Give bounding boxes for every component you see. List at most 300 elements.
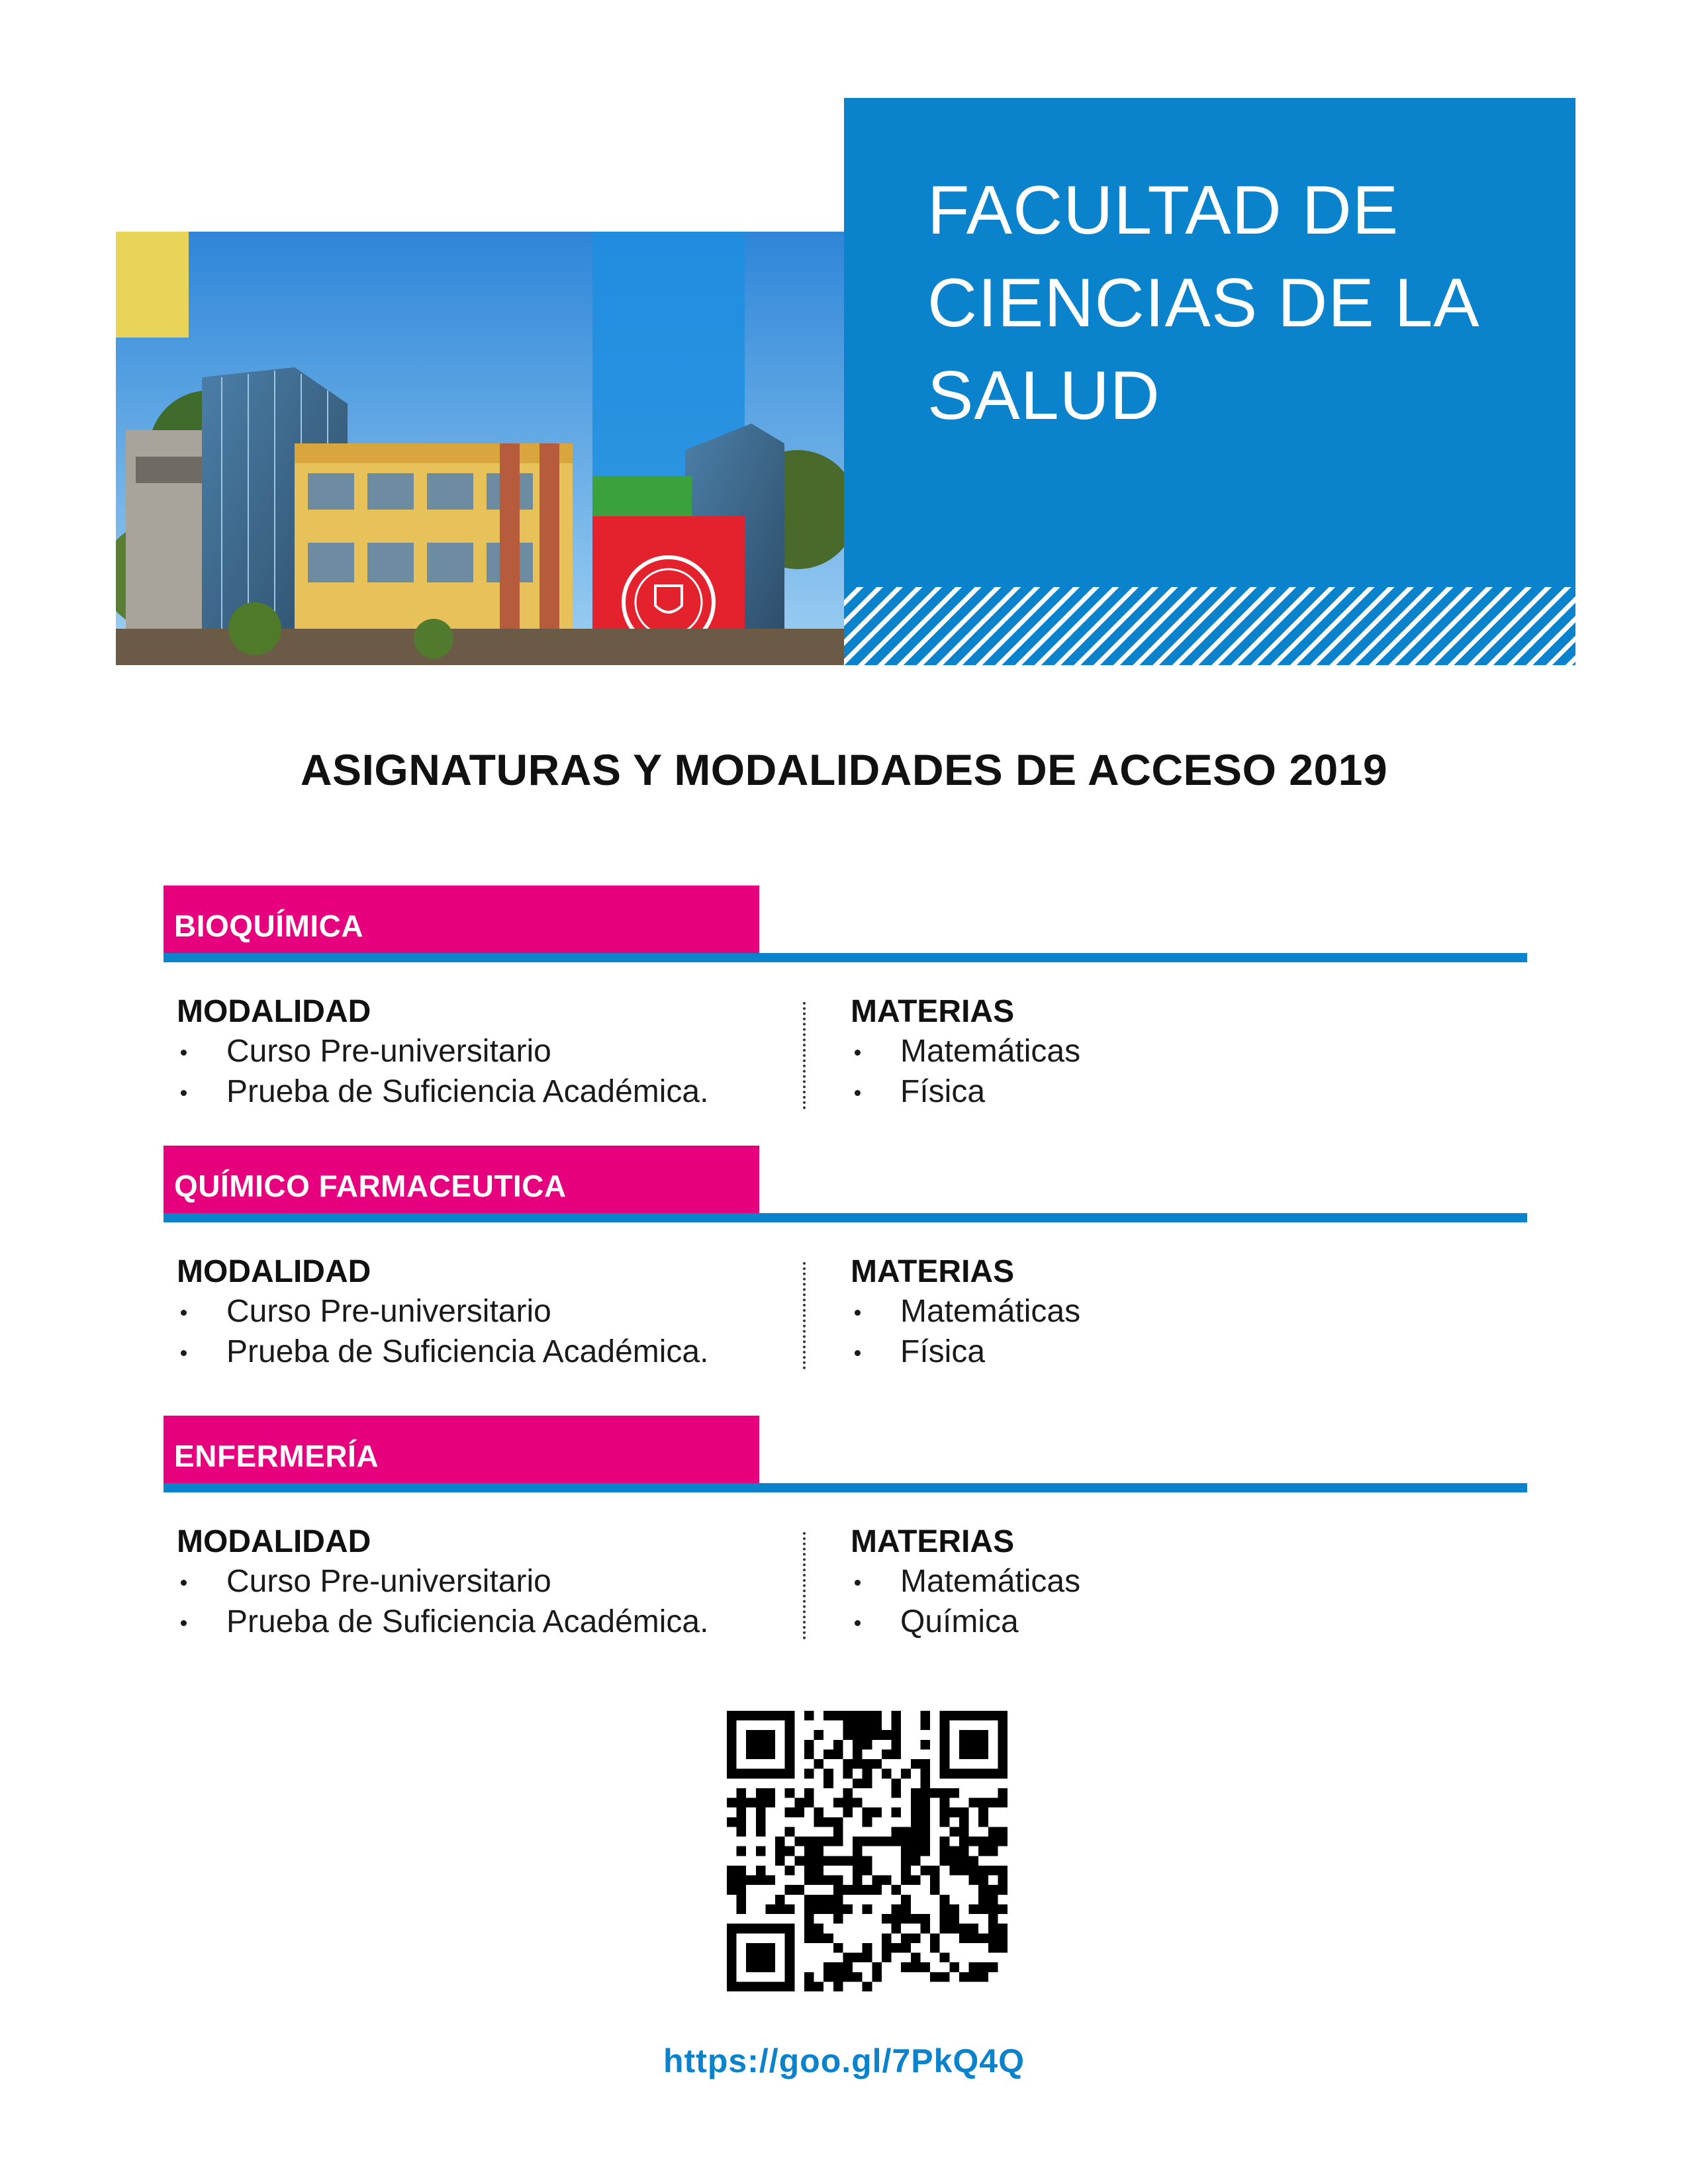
qr-module — [978, 1817, 988, 1827]
materias-heading: MATERIAS — [851, 1254, 1015, 1289]
qr-module — [863, 1866, 872, 1876]
list-item: Prueba de Suficiencia Académica. — [177, 1071, 799, 1112]
qr-module — [833, 1972, 843, 1982]
qr-module — [863, 1807, 872, 1817]
qr-module — [969, 1972, 979, 1982]
qr-module — [775, 1895, 785, 1905]
qr-module — [892, 1749, 902, 1759]
qr-module — [911, 1837, 921, 1846]
qr-module — [814, 1837, 824, 1846]
qr-module — [920, 1846, 930, 1856]
qr-module — [978, 1846, 988, 1856]
qr-module — [863, 1904, 872, 1914]
list-item: Curso Pre-universitario — [177, 1561, 799, 1602]
qr-module — [843, 1904, 853, 1914]
qr-module — [823, 1895, 833, 1905]
qr-module — [901, 1943, 911, 1953]
qr-module — [794, 1885, 804, 1895]
qr-module — [843, 1953, 853, 1963]
qr-module — [727, 1817, 737, 1827]
qr-module — [882, 1769, 892, 1779]
qr-module — [863, 1778, 872, 1788]
qr-module — [746, 1876, 756, 1886]
qr-module — [756, 1788, 766, 1798]
qr-module — [775, 1856, 785, 1866]
qr-module — [814, 1904, 824, 1914]
program-rule — [164, 1483, 1527, 1492]
qr-module — [988, 1962, 998, 1972]
header-photo — [116, 232, 847, 665]
qr-module — [823, 1837, 833, 1846]
qr-module — [930, 1866, 940, 1876]
qr-module — [804, 1914, 814, 1924]
qr-module — [969, 1904, 979, 1914]
qr-module — [804, 1798, 814, 1808]
qr-module — [833, 1962, 843, 1972]
qr-module — [969, 1933, 979, 1943]
qr-module — [853, 1953, 863, 1963]
qr-module — [833, 1798, 843, 1808]
qr-module — [978, 1837, 988, 1846]
qr-module — [998, 1866, 1008, 1876]
qr-module — [804, 1876, 814, 1886]
list-item: Curso Pre-universitario — [177, 1031, 799, 1071]
qr-module — [833, 1827, 843, 1837]
qr-module — [853, 1885, 863, 1895]
qr-module — [756, 1817, 766, 1827]
program-rule — [164, 953, 1527, 962]
qr-module — [959, 1817, 969, 1827]
qr-module — [833, 1856, 843, 1866]
qr-module — [901, 1866, 911, 1876]
materias-list — [851, 1561, 1486, 1642]
qr-module — [823, 1876, 833, 1886]
qr-module — [737, 1798, 747, 1808]
modalidad-list — [177, 1031, 799, 1112]
qr-module — [853, 1837, 863, 1846]
qr-module — [930, 1876, 940, 1886]
hatch-pattern — [844, 587, 1575, 665]
qr-module — [959, 1837, 969, 1846]
qr-module — [988, 1798, 998, 1808]
qr-module — [843, 1711, 853, 1721]
qr-module — [872, 1972, 882, 1982]
qr-module — [920, 1740, 930, 1750]
qr-module — [988, 1943, 998, 1953]
qr-module — [911, 1962, 921, 1972]
qr-module — [940, 1895, 950, 1905]
qr-module — [998, 1904, 1008, 1914]
qr-module — [969, 1866, 979, 1876]
qr-module — [785, 1827, 795, 1837]
qr-module — [804, 1788, 814, 1798]
qr-module — [804, 1933, 814, 1943]
qr-module — [863, 1721, 872, 1731]
qr-module — [756, 1876, 766, 1886]
qr-code-icon — [727, 1711, 1008, 1991]
qr-module — [998, 1933, 1008, 1943]
qr-module — [814, 1759, 824, 1769]
qr-module — [920, 1778, 930, 1788]
qr-module — [727, 1876, 737, 1886]
qr-module — [804, 1740, 814, 1750]
qr-module — [940, 1846, 950, 1856]
materias-list — [851, 1031, 1486, 1112]
qr-module — [940, 1807, 950, 1817]
qr-module — [930, 1972, 940, 1982]
qr-module — [863, 1943, 872, 1953]
qr-module — [911, 1876, 921, 1886]
qr-module — [940, 1798, 950, 1808]
qr-module — [727, 1866, 737, 1876]
program-name: BIOQUÍMICA — [174, 909, 364, 943]
qr-module — [853, 1856, 863, 1866]
list-item: Matemáticas — [851, 1561, 1486, 1602]
qr-module — [920, 1798, 930, 1808]
qr-module — [872, 1711, 882, 1721]
qr-module — [804, 1866, 814, 1876]
qr-module — [978, 1807, 988, 1817]
qr-module — [814, 1876, 824, 1886]
qr-module — [911, 1914, 921, 1924]
qr-module — [737, 1904, 747, 1914]
program-tag — [164, 1416, 759, 1483]
materias-column — [851, 1253, 1486, 1372]
modalidad-column — [177, 1253, 799, 1372]
qr-module — [920, 1817, 930, 1827]
qr-module — [920, 1721, 930, 1731]
qr-module — [872, 1962, 882, 1972]
qr-module — [959, 1827, 969, 1837]
materias-list — [851, 1291, 1486, 1372]
qr-module — [949, 1846, 959, 1856]
qr-module — [727, 1798, 737, 1808]
qr-module — [863, 1730, 872, 1740]
qr-module — [823, 1711, 833, 1721]
qr-module — [911, 1933, 921, 1943]
qr-module — [737, 1866, 747, 1876]
qr-module — [940, 1788, 950, 1798]
qr-module — [949, 1807, 959, 1817]
dotted-divider — [803, 1262, 806, 1369]
qr-module — [853, 1876, 863, 1886]
qr-module — [775, 1904, 785, 1914]
qr-module — [892, 1924, 902, 1934]
qr-module — [882, 1749, 892, 1759]
qr-module — [920, 1827, 930, 1837]
qr-module — [746, 1798, 756, 1808]
qr-module — [969, 1962, 979, 1972]
qr-module — [814, 1807, 824, 1817]
qr-module — [872, 1876, 882, 1886]
qr-module — [998, 1798, 1008, 1808]
qr-module — [940, 1924, 950, 1934]
qr-module — [823, 1972, 833, 1982]
program-rule — [164, 1213, 1527, 1222]
dotted-divider — [803, 1002, 806, 1109]
qr-module — [911, 1953, 921, 1963]
faculty-title: FACULTAD DE CIENCIAS DE LA SALUD — [927, 172, 1476, 434]
qr-module — [843, 1798, 853, 1808]
qr-module — [959, 1972, 969, 1982]
qr-module — [930, 1788, 940, 1798]
qr-module — [959, 1866, 969, 1876]
qr-module — [920, 1962, 930, 1972]
qr-module — [756, 1827, 766, 1837]
qr-module — [737, 1895, 747, 1905]
modalidad-heading: MODALIDAD — [177, 994, 371, 1029]
list-item: Prueba de Suficiencia Académica. — [177, 1332, 799, 1372]
list-item: Física — [851, 1071, 1486, 1112]
qr-module — [872, 1837, 882, 1846]
list-item: Curso Pre-universitario — [177, 1291, 799, 1332]
materias-column — [851, 993, 1486, 1112]
materias-column — [851, 1523, 1486, 1642]
qr-module — [785, 1788, 795, 1798]
campus-building-illustration — [116, 232, 847, 665]
program-section-enfermeria — [164, 1416, 1527, 1674]
qr-module — [892, 1914, 902, 1924]
qr-module — [794, 1837, 804, 1846]
qr-module — [959, 1933, 969, 1943]
qr-module — [853, 1846, 863, 1856]
qr-module — [737, 1885, 747, 1895]
qr-module — [882, 1914, 892, 1924]
qr-module — [882, 1933, 892, 1943]
list-item: Química — [851, 1602, 1486, 1642]
qr-module — [804, 1846, 814, 1856]
qr-module — [920, 1837, 930, 1846]
program-tag — [164, 886, 759, 953]
qr-module — [823, 1962, 833, 1972]
qr-module — [756, 1807, 766, 1817]
qr-module — [843, 1721, 853, 1731]
qr-module — [785, 1904, 795, 1914]
qr-module — [804, 1895, 814, 1905]
qr-module — [804, 1924, 814, 1934]
qr-module — [978, 1866, 988, 1876]
qr-module — [988, 1933, 998, 1943]
qr-module — [814, 1856, 824, 1866]
modalidad-column — [177, 1523, 799, 1642]
qr-module — [863, 1769, 872, 1779]
qr-module — [920, 1866, 930, 1876]
qr-module — [756, 1866, 766, 1876]
qr-module — [814, 1981, 824, 1991]
qr-module — [901, 1837, 911, 1846]
qr-module — [756, 1846, 766, 1856]
qr-module — [853, 1721, 863, 1731]
qr-module — [892, 1943, 902, 1953]
qr-module — [892, 1885, 902, 1895]
qr-module — [911, 1827, 921, 1837]
qr-module — [930, 1943, 940, 1953]
qr-module — [737, 1876, 747, 1886]
modalidad-column — [177, 993, 799, 1112]
qr-module — [930, 1885, 940, 1895]
qr-module — [949, 1827, 959, 1837]
qr-module — [882, 1953, 892, 1963]
qr-module — [901, 1769, 911, 1779]
materias-heading: MATERIAS — [851, 994, 1015, 1029]
qr-module — [785, 1846, 795, 1856]
qr-module — [969, 1924, 979, 1934]
qr-module — [872, 1721, 882, 1731]
qr-module — [737, 1788, 747, 1798]
qr-module — [959, 1846, 969, 1856]
qr-module — [892, 1837, 902, 1846]
materias-heading: MATERIAS — [851, 1524, 1015, 1559]
qr-module — [833, 1817, 843, 1827]
qr-module — [998, 1885, 1008, 1895]
qr-module — [998, 1827, 1008, 1837]
qr-module — [804, 1837, 814, 1846]
qr-module — [911, 1807, 921, 1817]
qr-module — [756, 1798, 766, 1808]
qr-module — [959, 1807, 969, 1817]
qr-module — [872, 1730, 882, 1740]
qr-module — [804, 1972, 814, 1982]
qr-module — [863, 1856, 872, 1866]
qr-module — [765, 1876, 775, 1886]
qr-module — [949, 1866, 959, 1876]
qr-module — [863, 1953, 872, 1963]
qr-module — [920, 1769, 930, 1779]
qr-module — [853, 1866, 863, 1876]
qr-module — [920, 1807, 930, 1817]
qr-module — [872, 1759, 882, 1769]
qr-module — [901, 1914, 911, 1924]
qr-module — [843, 1807, 853, 1817]
qr-module — [833, 1885, 843, 1895]
qr-module — [833, 1943, 843, 1953]
modalidad-heading: MODALIDAD — [177, 1524, 371, 1559]
qr-module — [892, 1788, 902, 1798]
qr-module — [911, 1846, 921, 1856]
qr-module — [863, 1817, 872, 1827]
qr-module — [853, 1749, 863, 1759]
qr-module — [843, 1962, 853, 1972]
qr-code[interactable] — [727, 1711, 1008, 1991]
qr-module — [882, 1730, 892, 1740]
qr-module — [765, 1788, 775, 1798]
qr-module — [998, 1876, 1008, 1886]
qr-module — [978, 1933, 988, 1943]
qr-module — [998, 1788, 1008, 1798]
list-item: Matemáticas — [851, 1031, 1486, 1071]
qr-module — [823, 1817, 833, 1827]
qr-module — [843, 1856, 853, 1866]
qr-module — [949, 1962, 959, 1972]
qr-module — [833, 1711, 843, 1721]
qr-module — [978, 1895, 988, 1905]
qr-module — [804, 1856, 814, 1866]
qr-module — [998, 1924, 1008, 1934]
qr-module — [901, 1933, 911, 1943]
dotted-divider — [803, 1532, 806, 1639]
qr-module — [823, 1749, 833, 1759]
qr-module — [843, 1972, 853, 1982]
qr-module — [959, 1924, 969, 1934]
qr-module — [765, 1798, 775, 1808]
qr-module — [920, 1759, 930, 1769]
qr-module — [988, 1837, 998, 1846]
qr-module — [892, 1904, 902, 1914]
qr-module — [814, 1866, 824, 1876]
qr-module — [863, 1711, 872, 1721]
qr-module — [863, 1759, 872, 1769]
program-name: ENFERMERÍA — [174, 1439, 379, 1473]
qr-module — [794, 1807, 804, 1817]
qr-module — [969, 1856, 979, 1866]
yellow-accent — [116, 232, 189, 338]
qr-module — [843, 1885, 853, 1895]
qr-module — [853, 1972, 863, 1982]
qr-module — [823, 1933, 833, 1943]
program-tag — [164, 1146, 759, 1213]
qr-module — [833, 1904, 843, 1914]
qr-module — [737, 1807, 747, 1817]
qr-module — [775, 1837, 785, 1846]
qr-module — [911, 1798, 921, 1808]
page-heading: ASIGNATURAS Y MODALIDADES DE ACCESO 2019 — [300, 745, 1388, 794]
list-item: Matemáticas — [851, 1291, 1486, 1332]
qr-module — [901, 1846, 911, 1856]
qr-module — [814, 1933, 824, 1943]
qr-module — [814, 1846, 824, 1856]
qr-module — [959, 1856, 969, 1866]
qr-module — [843, 1759, 853, 1769]
qr-module — [737, 1846, 747, 1856]
qr-module — [988, 1846, 998, 1856]
qr-module — [814, 1924, 824, 1934]
qr-module — [863, 1740, 872, 1750]
qr-module — [882, 1837, 892, 1846]
qr-module — [833, 1876, 843, 1886]
qr-module — [833, 1914, 843, 1924]
qr-module — [833, 1749, 843, 1759]
qr-module — [940, 1914, 950, 1924]
qr-module — [823, 1904, 833, 1914]
qr-module — [843, 1769, 853, 1779]
qr-module — [794, 1798, 804, 1808]
qr-module — [814, 1730, 824, 1740]
qr-module — [978, 1972, 988, 1982]
qr-module — [978, 1885, 988, 1895]
qr-module — [892, 1730, 902, 1740]
qr-module — [804, 1711, 814, 1721]
qr-module — [940, 1837, 950, 1846]
qr-module — [823, 1856, 833, 1866]
qr-module — [737, 1817, 747, 1827]
modalidad-list — [177, 1561, 799, 1642]
qr-module — [814, 1817, 824, 1827]
qr-module — [978, 1798, 988, 1808]
qr-module — [853, 1759, 863, 1769]
qr-module — [863, 1981, 872, 1991]
qr-module — [949, 1914, 959, 1924]
qr-module — [988, 1827, 998, 1837]
qr-module — [901, 1876, 911, 1886]
qr-module — [949, 1904, 959, 1914]
qr-module — [911, 1788, 921, 1798]
qr-url-link[interactable]: https://goo.gl/7PkQ4Q — [663, 2042, 1025, 2079]
qr-module — [833, 1895, 843, 1905]
qr-module — [920, 1788, 930, 1798]
qr-module — [853, 1711, 863, 1721]
qr-module — [804, 1769, 814, 1779]
title-block — [844, 98, 1575, 665]
